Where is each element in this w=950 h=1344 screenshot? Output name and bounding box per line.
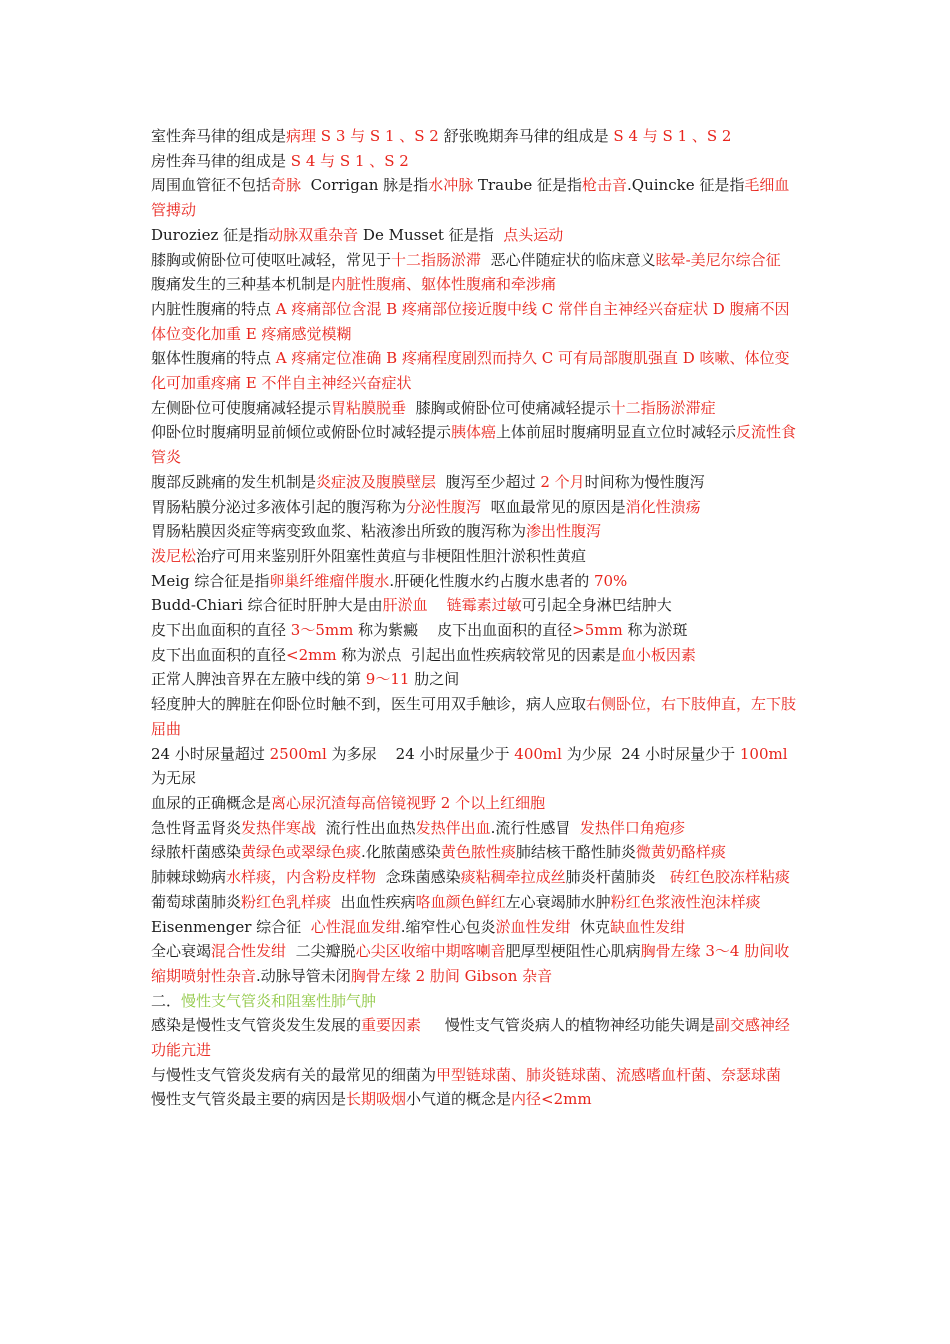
plain-text: .流行性感冒 <box>490 818 580 837</box>
plain-text: 绿脓杆菌感染 <box>151 843 242 862</box>
highlighted-text: 眩晕-美尼尔综合征 <box>655 250 781 269</box>
text-line <box>151 272 799 297</box>
highlighted-text: 分泌性腹泻 <box>406 497 482 516</box>
plain-text: Meig 综合征是指 <box>151 571 270 590</box>
plain-text: 呕血最常见的原因是 <box>481 497 626 516</box>
plain-text: 轻度肿大的脾脏在仰卧位时触不到，医生可用双手触诊，病人应取 <box>151 695 587 714</box>
plain-text: 胃肠粘膜因炎症等病变致血浆、粘液渗出所致的腹泻称为 <box>151 522 527 541</box>
text-line <box>151 816 799 841</box>
plain-text: 皮下出血面积的直径 <box>151 621 291 640</box>
highlighted-text: 甲型链球菌、肺炎链球菌、流感嗜血杆菌、奈瑟球菌 <box>436 1065 782 1084</box>
highlighted-text: 微黄奶酪样痰 <box>635 843 726 862</box>
plain-text: Traube 征是指 <box>473 176 582 195</box>
plain-text: 皮下出血面积的直径 <box>151 645 287 664</box>
plain-text <box>428 596 447 614</box>
plain-text: Corrigan 脉是指 <box>301 176 429 195</box>
highlighted-text: 混合性发绀 <box>211 942 287 961</box>
highlighted-text: 胸骨左缘 2 肋间 Gibson 杂音 <box>350 966 553 985</box>
plain-text: 左侧卧位可使腹痛减轻提示 <box>151 398 332 417</box>
plain-text: 正常人脾浊音界在左腋中线的第 <box>151 670 366 689</box>
highlighted-text: 副交感神经功能亢进 <box>151 1016 790 1060</box>
text-line <box>151 396 799 421</box>
highlighted-text: 2500ml <box>269 744 327 763</box>
plain-text: 为无尿 <box>151 744 793 788</box>
text-line <box>151 865 799 890</box>
highlighted-text: <2mm <box>286 645 337 664</box>
highlighted-text: 肝淤血 <box>382 596 428 615</box>
plain-text: 周围血管征不包括 <box>151 176 272 195</box>
highlighted-text: 动脉双重杂音 <box>268 225 359 244</box>
plain-text: .化脓菌感染 <box>361 843 441 862</box>
text-line <box>151 544 799 569</box>
text-line <box>151 569 799 594</box>
plain-text: 出血性疾病 <box>331 892 416 911</box>
text-line <box>151 223 799 248</box>
plain-text: 肺炎杆菌肺炎 <box>565 868 670 887</box>
text-line <box>151 742 799 791</box>
highlighted-text: 十二指肠淤滞症 <box>610 398 716 417</box>
highlighted-text: 3～5mm <box>290 621 354 640</box>
plain-text: 为多尿 24 小时尿量少于 <box>326 744 515 763</box>
highlighted-text: 发热伴出血 <box>415 818 491 837</box>
plain-text: 室性奔马律的组成是 <box>151 127 287 145</box>
highlighted-text: 400ml <box>514 744 562 763</box>
plain-text: De Musset 征是指 <box>358 225 504 244</box>
plain-text: 肺棘球蚴病 <box>151 868 227 887</box>
text-line <box>151 1063 799 1088</box>
plain-text: 慢性支气管炎病人的植物神经功能失调是 <box>421 1016 715 1035</box>
section-heading <box>151 989 799 1014</box>
plain-text: 称为淤斑 <box>622 621 688 640</box>
highlighted-text: 毛细血管搏动 <box>151 176 790 220</box>
highlighted-text: 血小板因素 <box>620 645 696 664</box>
plain-text: 全心衰竭 <box>151 942 212 961</box>
plain-text: .肝硬化性腹水约占腹水患者的 <box>389 571 594 590</box>
plain-text: 肥厚型梗阻性心肌病 <box>505 942 641 961</box>
highlighted-text: 心性混血发绀 <box>310 917 401 936</box>
text-line <box>151 248 799 273</box>
highlighted-text: S 4 与 S 1 、S 2 <box>613 127 732 145</box>
text-line <box>151 420 799 469</box>
plain-text: 左心衰竭肺水肿 <box>505 892 611 911</box>
highlighted-text: 黄色脓性痰 <box>440 843 516 862</box>
plain-text: 小气道的概念是 <box>406 1090 512 1109</box>
highlighted-text: 长期吸烟 <box>346 1090 407 1109</box>
plain-text: 内脏性腹痛的特点 <box>151 299 276 318</box>
highlighted-text: 淤血性发绀 <box>495 917 571 936</box>
highlighted-text: 9～11 <box>365 670 410 689</box>
plain-text: 称为淤点 引起出血性疾病较常见的因素是 <box>336 645 621 664</box>
plain-text: 念珠菌感染 <box>376 868 461 887</box>
plain-text: 上体前屈时腹痛明显直立位时减轻示 <box>496 423 737 442</box>
highlighted-text: 水样痰，内含粉皮样物 <box>226 868 377 887</box>
highlighted-text: >5mm <box>572 621 623 640</box>
plain-text: 慢性支气管炎最主要的病因是 <box>151 1090 347 1109</box>
highlighted-text: 反流性食管炎 <box>151 423 797 467</box>
highlighted-text: 咯血颜色鲜红 <box>415 892 506 911</box>
highlighted-text: 枪击音 <box>582 176 628 195</box>
highlighted-text: 十二指肠淤滞 <box>391 250 482 269</box>
plain-text: Budd-Chiari 综合征时肝肿大是由 <box>151 596 383 615</box>
highlighted-text: 缺血性发绀 <box>610 917 686 936</box>
plain-text: 膝胸或俯卧位可使痛减轻提示 <box>406 398 611 417</box>
text-line <box>151 667 799 692</box>
plain-text: 腹痛发生的三种基本机制是 <box>151 275 332 294</box>
text-line <box>151 124 799 149</box>
highlighted-text: S 4 与 S 1 、S 2 <box>290 151 409 170</box>
highlighted-text: 炎症波及腹膜壁层 <box>316 472 437 491</box>
highlighted-text: 内径<2mm <box>511 1090 592 1109</box>
plain-text: 二尖瓣脱 <box>286 942 356 961</box>
highlighted-text: 渗出性腹泻 <box>526 522 602 541</box>
text-line <box>151 495 799 520</box>
document-body <box>151 124 799 1112</box>
highlighted-text: 点头运动 <box>503 225 564 244</box>
text-line <box>151 791 799 816</box>
highlighted-text: 发热伴寒战 <box>241 818 317 837</box>
plain-text: 血尿的正确概念是 <box>151 793 272 812</box>
plain-text: 可引起全身淋巴结肿大 <box>521 596 672 615</box>
plain-text: 房性奔马律的组成是 <box>151 151 291 170</box>
highlighted-text: A 疼痛定位准确 B 疼痛程度剧烈而持久 C 可有局部腹肌强直 D 咳嗽、体位变化可加重疼痛 E 不伴自主神经兴奋症状 <box>151 349 790 393</box>
text-line <box>151 692 799 741</box>
plain-text: 感染是慢性支气管炎发生发展的 <box>151 1016 362 1035</box>
highlighted-text: 心尖区收缩中期喀喇音 <box>355 942 506 961</box>
text-line <box>151 470 799 495</box>
heading-text: 慢性支气管炎和阻塞性肺气肿 <box>181 991 377 1010</box>
highlighted-text: 重要因素 <box>361 1016 422 1035</box>
highlighted-text: 2 个月 <box>540 472 585 491</box>
plain-text: 治疗可用来鉴别肝外阻塞性黄疸与非梗阻性胆汁淤积性黄疸 <box>196 546 587 565</box>
text-line <box>151 643 799 668</box>
plain-text: 急性肾盂肾炎 <box>151 818 242 837</box>
text-line <box>151 346 799 395</box>
highlighted-text: 100ml <box>739 744 788 763</box>
plain-text: 腹泻至少超过 <box>436 472 541 491</box>
plain-text: 肋之间 <box>409 670 460 689</box>
highlighted-text: 砖红色胶冻样粘痰 <box>669 868 790 887</box>
highlighted-text: 奇脉 <box>271 176 302 195</box>
highlighted-text: 右侧卧位，右下肢伸直，左下肢屈曲 <box>151 695 797 738</box>
text-line <box>151 149 799 174</box>
plain-text: 葡萄球菌肺炎 <box>151 892 242 911</box>
plain-text: .缩窄性心包炎 <box>400 917 496 936</box>
highlighted-text: 70% <box>593 571 628 590</box>
plain-text: 膝胸或俯卧位可使呕吐减轻，常见于 <box>151 250 392 269</box>
highlighted-text: 泼尼松 <box>151 546 197 565</box>
text-line <box>151 1013 799 1062</box>
plain-text: 时间称为慢性腹泻 <box>584 472 705 491</box>
plain-text: 舒张晚期奔马律的组成是 <box>443 127 614 145</box>
highlighted-text: 发热伴口角疱疹 <box>579 818 685 837</box>
plain-text: 为少尿 24 小时尿量少于 <box>561 744 740 763</box>
highlighted-text: 胃粘膜脱垂 <box>331 398 407 417</box>
text-line <box>151 1087 799 1112</box>
text-line <box>151 593 799 618</box>
plain-text: 休克 <box>570 917 611 936</box>
text-line <box>151 840 799 865</box>
plain-text: 仰卧位时腹痛明显前倾位或俯卧位时减轻提示 <box>151 423 452 442</box>
plain-text: 恶心伴随症状的临床意义 <box>481 250 656 269</box>
highlighted-text: 胸骨左缘 3～4 肋间收缩期喷射性杂音 <box>151 942 790 985</box>
plain-text: 与慢性支气管炎发病有关的最常见的细菌为 <box>151 1065 437 1084</box>
plain-text: 腹部反跳痛的发生机制是 <box>151 472 317 491</box>
text-line <box>151 890 799 915</box>
plain-text: 肺结核干酪性肺炎 <box>515 843 636 862</box>
plain-text: 二． <box>151 991 182 1010</box>
text-line <box>151 519 799 544</box>
highlighted-text: A 疼痛部位含混 B 疼痛部位接近腹中线 C 常伴自主神经兴奋症状 D 腹痛不因体位变化加重 E 疼痛感觉模糊 <box>151 299 790 343</box>
text-line <box>151 618 799 643</box>
plain-text: Duroziez 征是指 <box>151 225 269 244</box>
plain-text: 躯体性腹痛的特点 <box>151 349 276 368</box>
text-line <box>151 173 799 222</box>
highlighted-text: 内脏性腹痛、躯体性腹痛和牵涉痛 <box>331 275 557 294</box>
highlighted-text: 消化性溃疡 <box>625 497 701 516</box>
text-line <box>151 915 799 940</box>
text-line <box>151 297 799 346</box>
plain-text: 称为紫癜 皮下出血面积的直径 <box>353 621 573 640</box>
highlighted-text: 黄绿色或翠绿色痰 <box>241 843 362 862</box>
plain-text: 流行性出血热 <box>316 818 416 837</box>
highlighted-text: 水冲脉 <box>428 176 474 195</box>
plain-text: 24 小时尿量超过 <box>151 744 270 763</box>
highlighted-text: 粉红色乳样痰 <box>241 892 332 911</box>
highlighted-text: 病理 S 3 与 S 1 、S 2 <box>286 127 444 145</box>
highlighted-text: 离心尿沉渣每高倍镜视野 2 个以上红细胞 <box>271 793 546 812</box>
plain-text: Eisenmenger 综合征 <box>151 917 311 936</box>
highlighted-text: 胰体癌 <box>451 423 497 442</box>
plain-text: .Quincke 征是指 <box>627 176 745 195</box>
highlighted-text: 粉红色浆液性泡沫样痰 <box>610 892 761 911</box>
text-line <box>151 939 799 988</box>
highlighted-text: 卵巢纤维瘤伴腹水 <box>269 571 390 590</box>
highlighted-text: 痰粘稠牵拉成丝 <box>460 868 566 887</box>
plain-text: .动脉导管未闭 <box>256 966 351 985</box>
highlighted-text: 链霉素过敏 <box>446 596 522 615</box>
plain-text: 胃肠粘膜分泌过多液体引起的腹泻称为 <box>151 497 407 516</box>
